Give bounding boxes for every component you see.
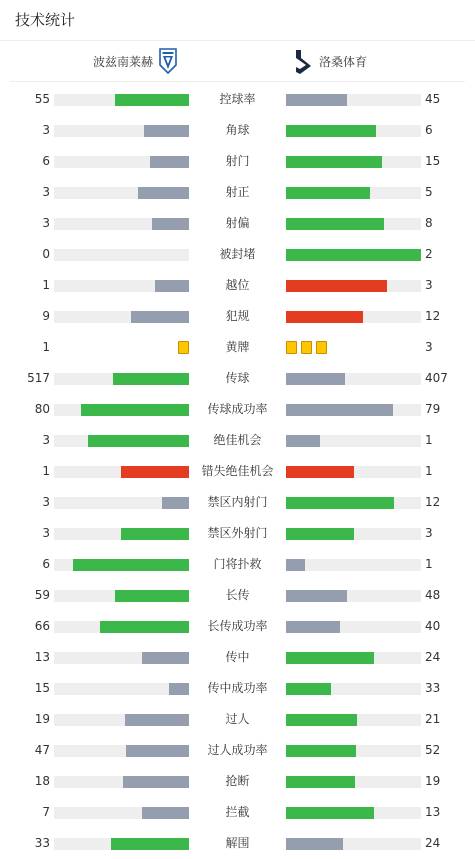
stat-home-value: 66 — [34, 619, 50, 633]
away-stat-bar-fill — [286, 404, 393, 416]
stat-home-value: 55 — [34, 92, 50, 106]
page-title: 技术统计 — [0, 0, 475, 41]
stat-away-value: 12 — [425, 309, 441, 323]
teams-header — [10, 41, 465, 82]
stat-row — [0, 642, 475, 673]
home-stat-bar-fill — [123, 776, 189, 788]
stat-home-value: 1 — [42, 278, 50, 292]
away-stat-bar-track — [286, 559, 421, 571]
stat-row — [0, 146, 475, 177]
away-stat-bar-track — [286, 94, 421, 106]
stat-away-value: 3 — [425, 278, 433, 292]
home-stat-bar-fill — [113, 373, 189, 385]
yellow-card-icon — [301, 341, 312, 354]
stat-away-value: 1 — [425, 557, 433, 571]
home-stat-bar-track — [54, 590, 189, 602]
home-stat-bar-track — [54, 373, 189, 385]
stat-home-value: 3 — [42, 526, 50, 540]
away-stat-bar-fill — [286, 435, 320, 447]
stat-label: 禁区外射门 — [207, 526, 268, 540]
stat-away-value: 33 — [425, 681, 441, 695]
stat-away-value: 79 — [425, 402, 441, 416]
away-stat-bar-track — [286, 187, 421, 199]
stat-label: 射偏 — [225, 216, 250, 230]
home-stat-bar-fill — [138, 187, 189, 199]
away-stat-bar-fill — [286, 373, 345, 385]
stat-label: 禁区内射门 — [207, 495, 268, 509]
away-stat-bar-fill — [286, 714, 357, 726]
stat-label: 绝佳机会 — [213, 433, 262, 447]
home-stat-bar-fill — [115, 590, 189, 602]
away-stat-bar-fill — [286, 94, 347, 106]
stat-away-value: 24 — [425, 650, 441, 664]
home-stat-bar-fill — [169, 683, 189, 695]
home-stat-bar-fill — [126, 745, 189, 757]
stat-label: 角球 — [225, 123, 250, 137]
home-stat-bar-track — [54, 466, 189, 478]
home-stat-bar-track — [54, 218, 189, 230]
home-stat-bar-track — [54, 404, 189, 416]
home-stat-bar-track — [54, 714, 189, 726]
stat-away-value: 12 — [425, 495, 441, 509]
stat-row — [0, 673, 475, 704]
stat-row — [0, 301, 475, 332]
stat-label: 拦截 — [225, 805, 250, 819]
away-stat-bar-track — [286, 249, 421, 261]
away-stat-bar-fill — [286, 466, 354, 478]
stat-home-value: 3 — [42, 123, 50, 137]
away-stat-bar-track — [286, 404, 421, 416]
home-stat-bar-fill — [121, 466, 189, 478]
stat-label: 射门 — [225, 154, 250, 168]
stat-row — [0, 115, 475, 146]
stat-row — [0, 363, 475, 394]
home-stat-bar-track — [54, 807, 189, 819]
away-stat-bar-fill — [286, 218, 384, 230]
stat-home-value: 15 — [34, 681, 50, 695]
stat-home-value: 1 — [42, 340, 50, 354]
home-stat-bar-track — [54, 280, 189, 292]
stat-row — [0, 177, 475, 208]
stat-away-value: 3 — [425, 526, 433, 540]
stat-label: 错失绝佳机会 — [201, 464, 274, 478]
stat-row — [0, 332, 475, 363]
away-stat-bar-fill — [286, 652, 374, 664]
home-stat-bar-fill — [115, 94, 189, 106]
home-team[interactable] — [93, 41, 177, 81]
stat-row — [0, 704, 475, 735]
away-stat-bar-track — [286, 683, 421, 695]
away-stat-bar-fill — [286, 559, 305, 571]
stat-row — [0, 84, 475, 115]
home-stat-bar-fill — [131, 311, 189, 323]
away-stat-bar-fill — [286, 807, 374, 819]
away-stat-bar-track — [286, 621, 421, 633]
stat-home-value: 47 — [34, 743, 50, 757]
away-stat-bar-track — [286, 807, 421, 819]
stat-row — [0, 580, 475, 611]
stat-home-value: 9 — [42, 309, 50, 323]
stat-row — [0, 394, 475, 425]
away-stat-bar-fill — [286, 745, 356, 757]
stat-label: 长传成功率 — [207, 619, 268, 633]
home-stat-bar-track — [54, 559, 189, 571]
stat-label: 传球 — [225, 371, 250, 385]
stat-away-value: 15 — [425, 154, 441, 168]
stat-away-value: 40 — [425, 619, 441, 633]
home-stat-bar-track — [54, 249, 189, 261]
away-stat-bar-fill — [286, 311, 363, 323]
stat-away-value: 5 — [425, 185, 433, 199]
stat-away-value: 1 — [425, 433, 433, 447]
stat-home-value: 0 — [42, 247, 50, 261]
away-stat-bar-track — [286, 373, 421, 385]
away-stat-bar-track — [286, 838, 421, 850]
stat-home-value: 6 — [42, 557, 50, 571]
away-yellow-cards — [286, 341, 331, 354]
stat-row — [0, 828, 475, 859]
away-stat-bar-fill — [286, 683, 331, 695]
away-stat-bar-fill — [286, 776, 355, 788]
stat-away-value: 19 — [425, 774, 441, 788]
stat-away-value: 3 — [425, 340, 433, 354]
stat-label: 抢断 — [225, 774, 250, 788]
away-stat-bar-fill — [286, 156, 382, 168]
home-stat-bar-fill — [152, 218, 189, 230]
home-stat-bar-fill — [155, 280, 189, 292]
away-stat-bar-fill — [286, 187, 370, 199]
stat-row — [0, 239, 475, 270]
home-stat-bar-track — [54, 683, 189, 695]
away-stat-bar-track — [286, 590, 421, 602]
stat-away-value: 1 — [425, 464, 433, 478]
stat-label: 门将扑救 — [213, 557, 262, 571]
stat-row — [0, 549, 475, 580]
stat-label: 过人成功率 — [207, 743, 268, 757]
home-stat-bar-fill — [162, 497, 189, 509]
home-stat-bar-track — [54, 621, 189, 633]
yellow-card-icon — [316, 341, 327, 354]
home-stat-bar-track — [54, 776, 189, 788]
home-stat-bar-fill — [144, 125, 189, 137]
yellow-card-icon — [286, 341, 297, 354]
stat-home-value: 33 — [34, 836, 50, 850]
stat-away-value: 407 — [425, 371, 448, 385]
home-stat-bar-track — [54, 435, 189, 447]
away-stat-bar-track — [286, 156, 421, 168]
away-stat-bar-track — [286, 218, 421, 230]
home-stat-bar-track — [54, 187, 189, 199]
stat-home-value: 3 — [42, 216, 50, 230]
stat-label: 犯规 — [225, 309, 250, 323]
home-stat-bar-track — [54, 497, 189, 509]
stat-away-value: 24 — [425, 836, 441, 850]
away-stat-bar-fill — [286, 528, 354, 540]
away-stat-bar-fill — [286, 125, 376, 137]
home-stat-bar-track — [54, 125, 189, 137]
yellow-card-icon — [178, 341, 189, 354]
stat-label: 长传 — [225, 588, 250, 602]
stat-label: 传球成功率 — [207, 402, 268, 416]
home-stat-bar-track — [54, 156, 189, 168]
home-stat-bar-fill — [142, 652, 189, 664]
stat-row — [0, 766, 475, 797]
stat-row — [0, 425, 475, 456]
away-stat-bar-track — [286, 528, 421, 540]
stat-row — [0, 456, 475, 487]
stat-home-value: 7 — [42, 805, 50, 819]
home-stat-bar-track — [54, 528, 189, 540]
home-stat-bar-fill — [100, 621, 189, 633]
stat-label: 黄牌 — [225, 340, 250, 354]
home-stat-bar-fill — [88, 435, 189, 447]
stat-away-value: 21 — [425, 712, 441, 726]
away-stat-bar-fill — [286, 838, 343, 850]
stat-away-value: 13 — [425, 805, 441, 819]
home-stat-bar-track — [54, 311, 189, 323]
away-stat-bar-track — [286, 652, 421, 664]
away-team[interactable] — [293, 41, 367, 81]
away-stat-bar-track — [286, 745, 421, 757]
home-stat-bar-fill — [150, 156, 189, 168]
away-stat-bar-track — [286, 466, 421, 478]
away-stat-bar-track — [286, 714, 421, 726]
home-yellow-cards — [178, 341, 189, 354]
stat-home-value: 3 — [42, 495, 50, 509]
stat-home-value: 80 — [34, 402, 50, 416]
stat-label: 过人 — [225, 712, 250, 726]
away-stat-bar-fill — [286, 590, 347, 602]
home-stat-bar-track — [54, 94, 189, 106]
stat-label: 解围 — [225, 836, 250, 850]
stat-home-value: 18 — [34, 774, 50, 788]
stat-row — [0, 735, 475, 766]
stat-row — [0, 208, 475, 239]
home-stat-bar-fill — [73, 559, 189, 571]
home-stat-bar-track — [54, 652, 189, 664]
stat-row — [0, 611, 475, 642]
away-team-crest-icon — [293, 48, 313, 74]
stat-away-value: 8 — [425, 216, 433, 230]
stat-row — [0, 487, 475, 518]
stat-home-value: 13 — [34, 650, 50, 664]
away-stat-bar-fill — [286, 280, 387, 292]
stat-home-value: 3 — [42, 185, 50, 199]
stat-home-value: 59 — [34, 588, 50, 602]
away-stat-bar-fill — [286, 497, 394, 509]
stat-row — [0, 270, 475, 301]
away-stat-bar-track — [286, 776, 421, 788]
home-stat-bar-fill — [125, 714, 189, 726]
stat-label: 射正 — [225, 185, 250, 199]
away-stat-bar-fill — [286, 621, 340, 633]
home-stat-bar-fill — [81, 404, 189, 416]
stat-label: 传中 — [225, 650, 250, 664]
away-stat-bar-fill — [286, 249, 421, 261]
stat-home-value: 3 — [42, 433, 50, 447]
stat-away-value: 48 — [425, 588, 441, 602]
home-stat-bar-fill — [111, 838, 189, 850]
away-stat-bar-track — [286, 497, 421, 509]
home-team-name: 波兹南莱赫 — [92, 54, 153, 69]
stat-label: 传中成功率 — [207, 681, 268, 695]
home-stat-bar-fill — [121, 528, 189, 540]
away-stat-bar-track — [286, 311, 421, 323]
stat-home-value: 19 — [34, 712, 50, 726]
stat-away-value: 52 — [425, 743, 441, 757]
stat-row — [0, 797, 475, 828]
home-team-crest-icon — [159, 48, 177, 74]
home-stat-bar-track — [54, 745, 189, 757]
stat-away-value: 6 — [425, 123, 433, 137]
stat-home-value: 517 — [27, 371, 50, 385]
stat-label: 被封堵 — [219, 247, 256, 261]
stat-away-value: 2 — [425, 247, 433, 261]
away-stat-bar-track — [286, 435, 421, 447]
stat-label: 越位 — [225, 278, 250, 292]
away-stat-bar-track — [286, 125, 421, 137]
stat-home-value: 1 — [42, 464, 50, 478]
stat-away-value: 45 — [425, 92, 441, 106]
away-team-name: 洛桑体育 — [319, 54, 368, 69]
home-stat-bar-fill — [142, 807, 189, 819]
stat-home-value: 6 — [42, 154, 50, 168]
away-stat-bar-track — [286, 280, 421, 292]
stats-list — [0, 82, 475, 859]
stat-row — [0, 518, 475, 549]
home-stat-bar-track — [54, 838, 189, 850]
stat-label: 控球率 — [219, 92, 256, 106]
